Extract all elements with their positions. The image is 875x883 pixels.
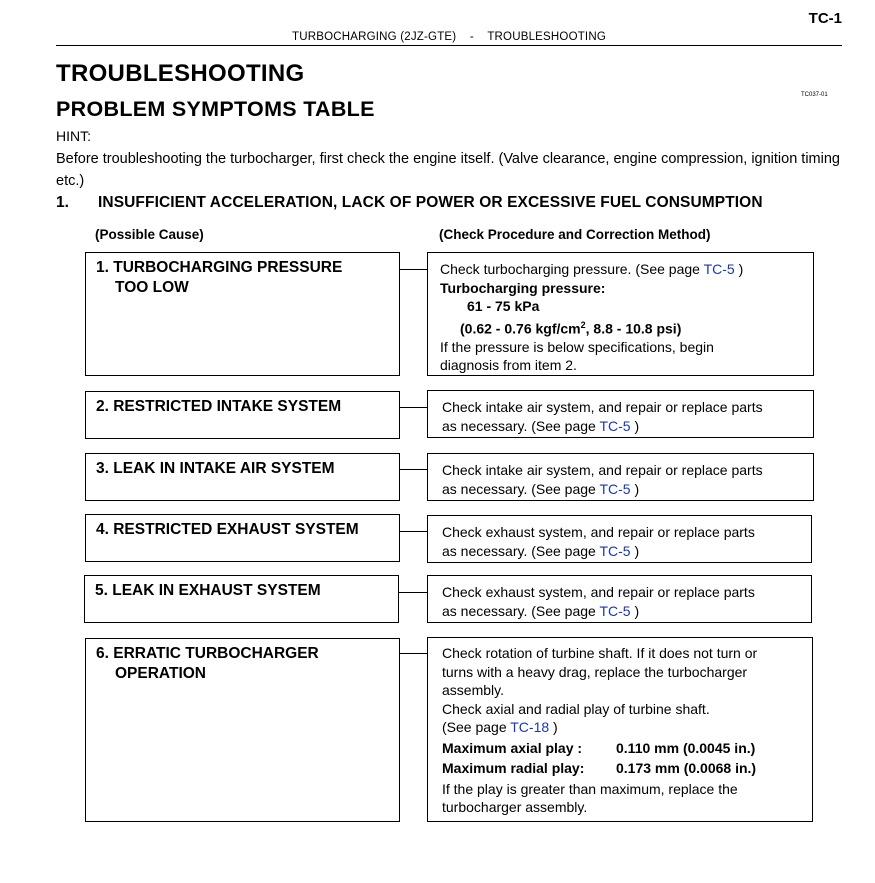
cause-box-3 [85, 453, 400, 501]
column-header-check: (Check Procedure and Correction Method) [439, 227, 711, 242]
check-5-line1: Check exhaust system, and repair or replace parts [442, 584, 755, 600]
connector-2 [400, 407, 427, 408]
connector-6 [400, 653, 427, 654]
check-2-close: ) [630, 417, 640, 434]
page-link-tc5[interactable]: TC-5 [599, 602, 631, 619]
doc-code: TC037-01 [801, 92, 828, 98]
spec-axial-play [442, 739, 812, 758]
cause-1-line1: 1. TURBOCHARGING PRESSURE [96, 259, 343, 276]
spec-radial-value: 0.173 mm (0.0068 in.) [616, 760, 757, 776]
check-box-2 [427, 390, 814, 438]
cause-box-2 [85, 391, 400, 439]
spec-value-2b: , 8.8 - 10.8 psi) [585, 320, 682, 337]
cause-2-line1: 2. RESTRICTED INTAKE SYSTEM [96, 398, 342, 415]
check-2-line2 [442, 417, 813, 436]
check-5-close: ) [630, 602, 640, 619]
cause-box-6 [85, 638, 400, 822]
check-5-text: as necessary. (See page [442, 602, 600, 619]
running-header-section: TURBOCHARGING (2JZ-GTE) [292, 31, 457, 43]
running-header-chapter: TROUBLESHOOTING [487, 31, 606, 43]
check-1-text: Check turbocharging pressure. (See page [440, 261, 704, 277]
cause-box-5 [84, 575, 399, 623]
page-link-tc5[interactable]: TC-5 [703, 261, 735, 277]
check-1-line1 [440, 260, 813, 279]
connector-4 [400, 531, 427, 532]
page-link-tc5[interactable]: TC-5 [599, 480, 631, 497]
connector-5 [399, 592, 427, 593]
check-5-line2 [442, 602, 811, 621]
hint-text: Before troubleshooting the turbocharger, first check the engine itself. (Valve clearance, engine compression, ignition timing etc.) [56, 151, 840, 189]
note-6-line1: If the play is greater than maximum, replace the [442, 780, 738, 797]
cause-4-line1: 4. RESTRICTED EXHAUST SYSTEM [96, 521, 359, 538]
running-header-separator: - [469, 31, 474, 43]
check-4-text: as necessary. (See page [442, 542, 600, 559]
spec-label: Turbocharging pressure: [440, 279, 606, 296]
check-box-1 [427, 252, 814, 376]
spec-radial-label: Maximum radial play: [442, 760, 585, 776]
cause-5-line1: 5. LEAK IN EXHAUST SYSTEM [95, 582, 321, 599]
page-title: TROUBLESHOOTING [56, 60, 305, 87]
cause-3-line1: 3. LEAK IN INTAKE AIR SYSTEM [96, 460, 335, 477]
note-1-line1: If the pressure is below specifications, begin [440, 338, 714, 355]
check-box-3 [427, 453, 814, 501]
note-6-line2: turbocharger assembly. [442, 799, 588, 815]
check-1-close: ) [734, 261, 744, 277]
connector-3 [400, 469, 427, 470]
check-6-close: ) [549, 719, 558, 735]
running-header [56, 31, 842, 43]
spec-radial-play [442, 759, 812, 778]
check-box-4 [427, 515, 812, 563]
spec-value-2 [440, 316, 813, 338]
check-6-line1: Check rotation of turbine shaft. If it does not turn or [442, 645, 758, 661]
check-4-close: ) [630, 542, 640, 559]
check-3-text: as necessary. (See page [442, 480, 600, 497]
note-1-line2: diagnosis from item 2. [440, 357, 577, 374]
check-3-line1: Check intake air system, and repair or replace parts [442, 462, 763, 478]
check-4-line2 [442, 542, 811, 561]
cause-box-4 [85, 514, 400, 562]
check-box-5 [427, 575, 812, 623]
spec-axial-value: 0.110 mm (0.0045 in.) [616, 739, 756, 756]
check-box-6 [427, 637, 813, 822]
check-4-line1: Check exhaust system, and repair or replace parts [442, 524, 755, 540]
check-6-line2: turns with a heavy drag, replace the turbocharger [442, 663, 748, 680]
page-link-tc5[interactable]: TC-5 [599, 542, 631, 559]
section-title: INSUFFICIENT ACCELERATION, LACK OF POWER OR EXCESSIVE FUEL CONSUMPTION [98, 194, 763, 211]
check-6-line3: assembly. [442, 682, 504, 698]
hint-label: HINT: [56, 128, 91, 144]
cause-6-line1: 6. ERRATIC TURBOCHARGER [96, 645, 319, 662]
check-2-line1: Check intake air system, and repair or replace parts [442, 399, 763, 415]
column-header-cause: (Possible Cause) [95, 227, 204, 242]
page-number: TC-1 [808, 10, 842, 27]
cause-6-line2: OPERATION [115, 665, 206, 682]
spec-value-1: 61 - 75 kPa [467, 298, 540, 314]
section-number: 1. [56, 194, 69, 211]
cause-box-1 [85, 252, 400, 376]
check-2-text: as necessary. (See page [442, 417, 600, 434]
connector-1 [400, 269, 427, 270]
page-subtitle: PROBLEM SYMPTOMS TABLE [56, 97, 375, 121]
page-link-tc18[interactable]: TC-18 [510, 719, 550, 735]
page-link-tc5[interactable]: TC-5 [599, 417, 631, 434]
check-6-text: (See page [442, 719, 511, 735]
check-3-line2 [442, 480, 813, 499]
check-6-line4: Check axial and radial play of turbine shaft. [442, 700, 710, 717]
spec-value-2-sup: 2 [580, 319, 586, 330]
header-rule [56, 45, 842, 46]
check-6-line5 [442, 718, 812, 737]
check-3-close: ) [630, 480, 640, 497]
cause-1-line2: TOO LOW [115, 279, 189, 296]
spec-axial-label: Maximum axial play : [442, 739, 583, 756]
spec-value-2a: (0.62 - 0.76 kgf/cm [460, 320, 581, 337]
